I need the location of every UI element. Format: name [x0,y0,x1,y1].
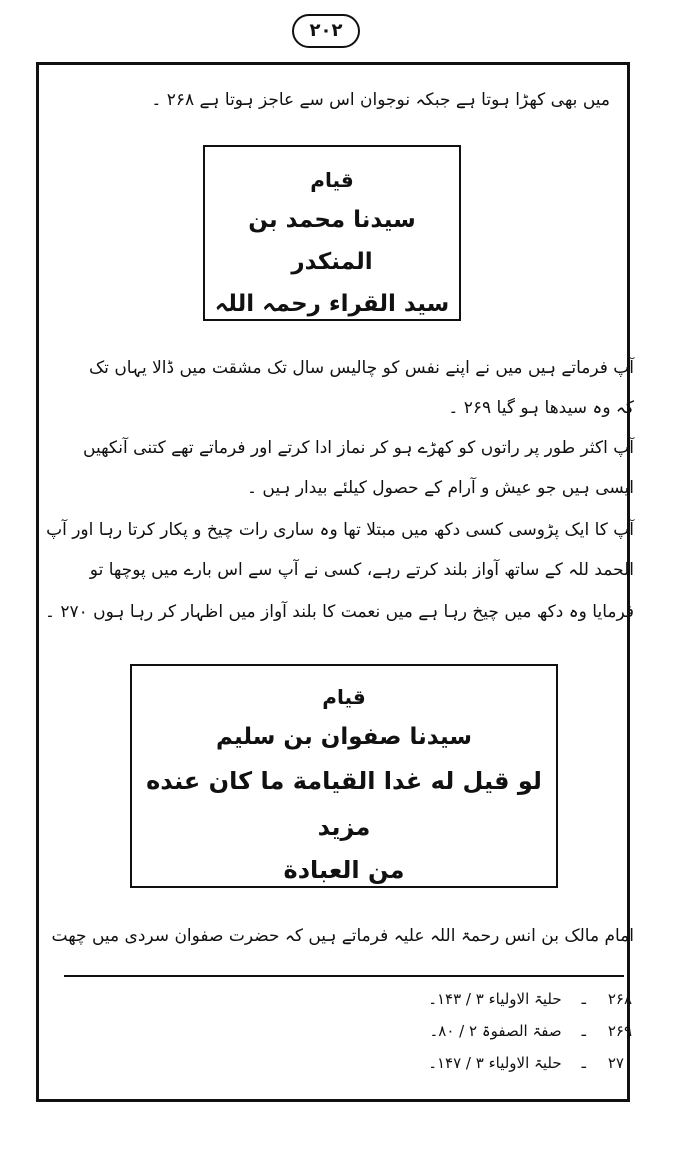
heading-box-1 [203,145,461,321]
heading-2-quote-line-1: لو قیل له غدا القیامة ما کان عنده مزید [146,767,542,841]
paragraph-1-line-6: الحمد للہ کے ساتھ آواز بلند کرتے رہے، کسی نے آپ سے اس بارے میں پوچھا تو [89,560,634,580]
footnote-1-dash: ـ [581,990,586,1008]
heading-1-title: قیام [310,168,354,192]
paragraph-1-line-7: فرمایا وہ دکھ میں چیخ رہا ہے میں نعمت کا بلند آواز میں اظہار کر رہا ہوں ۲۷۰ ۔ [45,602,634,622]
heading-box-2 [130,664,558,888]
footnote-1-source: حلیۃ الاولیاء ۳ / ۱۴۳۔ [428,990,562,1008]
footnote-3 [428,1050,632,1076]
heading-1-epithet: سید القراء رحمہ اللہ [214,291,450,317]
footnote-2-source: صفۃ الصفوۃ ۲ / ۸۰۔ [429,1022,562,1040]
footnote-2 [429,1018,632,1044]
top-text-line: میں بھی کھڑا ہوتا ہے جبکہ نوجوان اس سے عاجز ہوتا ہے ۲۶۸ ۔ [151,90,610,110]
footnote-3-source: حلیۃ الاولیاء ۳ / ۱۴۷۔ [428,1054,562,1072]
paragraph-1-line-4: ایسی ہیں جو عیش و آرام کے حصول کیلئے بیدار ہیں ۔ [247,478,634,498]
paragraph-1-line-5: آپ کا ایک پڑوسی کسی دکھ میں مبتلا تھا وہ ساری رات چیخ و پکار کرتا رہا اور آپ [46,520,634,540]
paragraph-1-line-2: کہ وہ سیدھا ہو گیا ۲۶۹ ۔ [448,398,634,418]
heading-2-name: سیدنا صفوان بن سلیم [215,724,473,750]
footnote-2-dash: ـ [581,1022,586,1040]
paragraph-1-line-1: آپ فرماتے ہیں میں نے اپنے نفس کو چالیس سال تک مشقت میں ڈالا یہاں تک [88,358,634,378]
page-number: ۲۰۲ [292,14,360,48]
heading-1-name: سیدنا محمد بن المنکدر [248,207,416,275]
footnote-divider [64,975,624,977]
footnote-3-number: ۲۷۰ [607,1054,632,1072]
heading-2-quote-line-2: من العبادة [283,856,405,884]
bottom-text-line: امام مالک بن انس رحمۃ اللہ علیہ فرماتے ہیں کہ حضرت صفوان سردی میں چھت [51,926,634,946]
heading-2-title: قیام [322,685,366,709]
footnote-1-number: ۲۶۸ [607,990,632,1008]
paragraph-1-line-3: آپ اکثر طور پر راتوں کو کھڑے ہو کر نماز ادا کرتے اور فرماتے تھے کتنی آنکھیں [83,438,634,458]
footnote-1 [428,986,632,1012]
footnote-2-number: ۲۶۹ [607,1022,632,1040]
footnote-3-dash: ـ [581,1054,586,1072]
